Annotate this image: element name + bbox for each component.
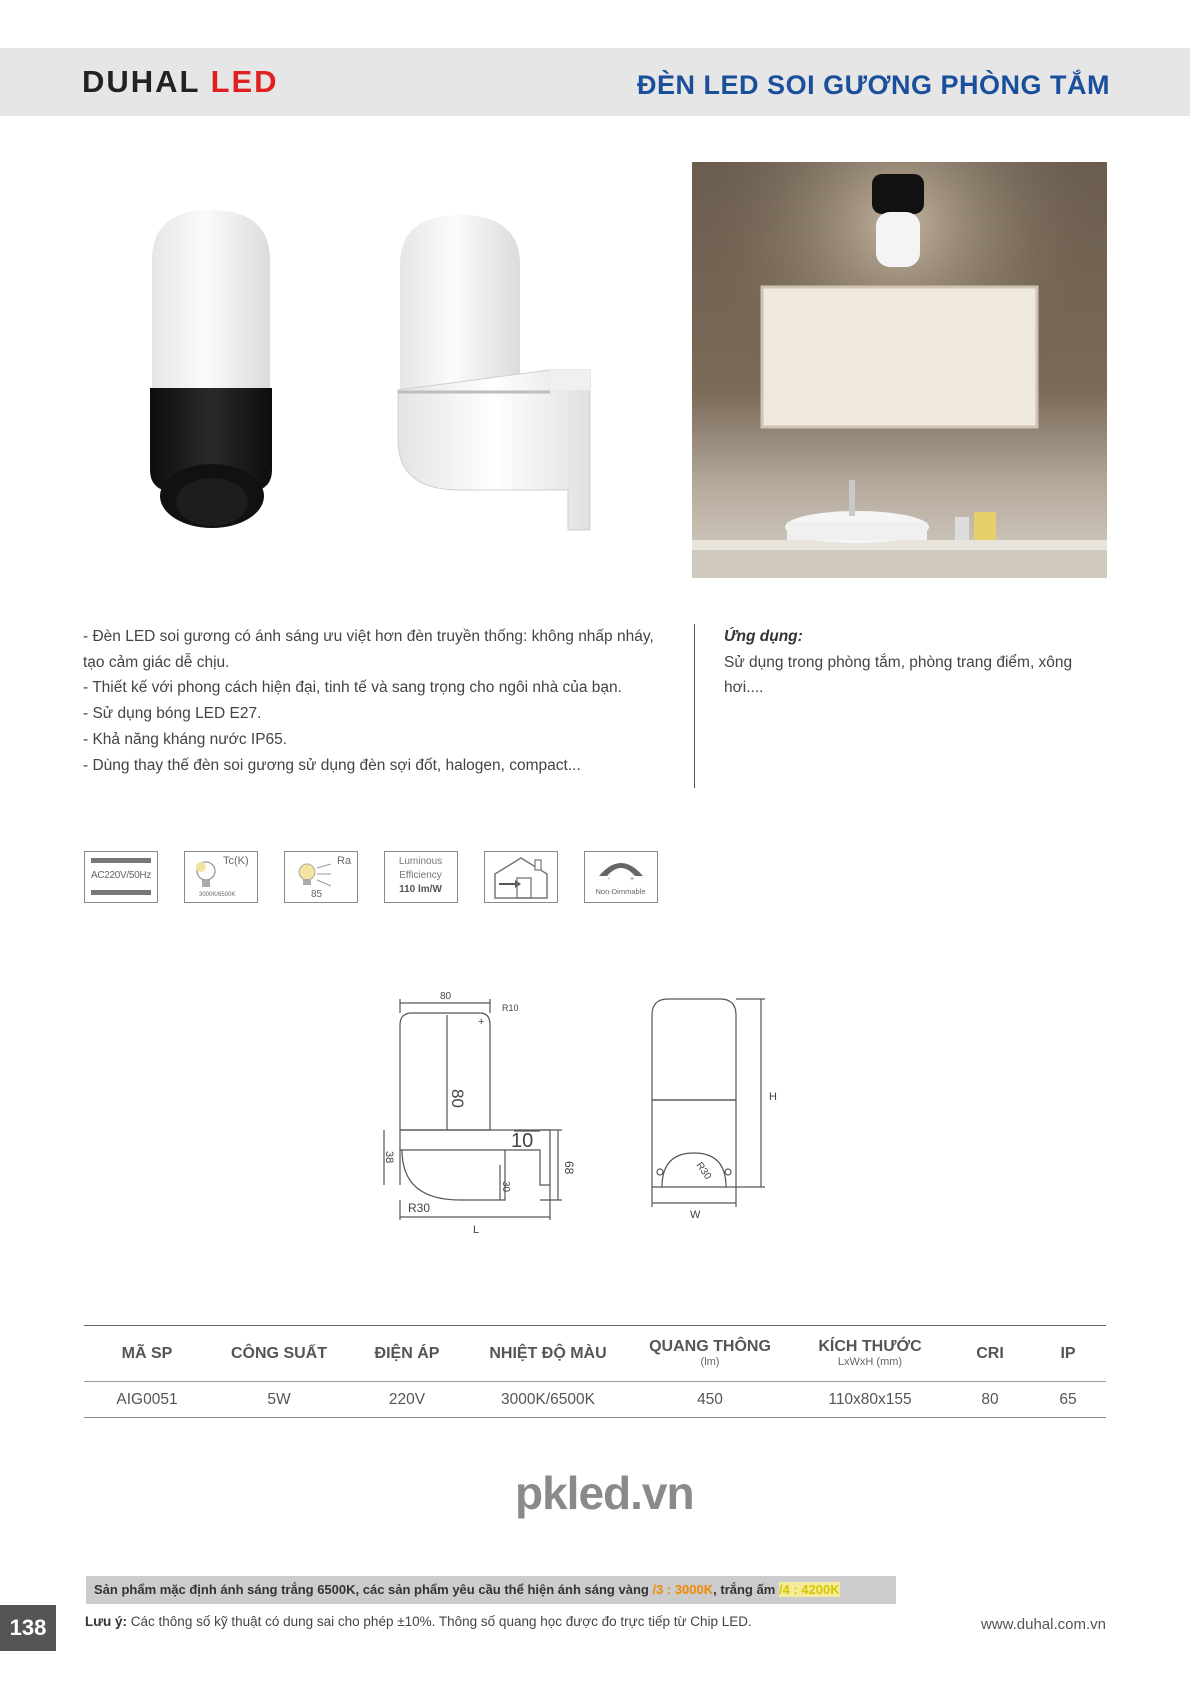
dim-radius-bottom: R30 [408, 1201, 431, 1215]
black-lamp-image [150, 210, 272, 528]
cri-icon [284, 851, 358, 903]
color-note-bar: Sản phẩm mặc định ánh sáng trắng 6500K, các sản phẩm yêu cầu thể hiện ánh sáng vàng /3 : 3000K, trắng ấm /4 : 4200K [86, 1576, 896, 1604]
dim-body-height: 80 [448, 1089, 467, 1108]
description-line: - Khả năng kháng nước IP65. [83, 730, 288, 748]
description-line: - Đèn LED soi gương có ánh sáng ưu việt hơn đèn truyền thống: không nhấp nháy, [83, 628, 654, 645]
description-line: tạo cảm giác dễ chịu. [83, 653, 230, 671]
neutral-code: /4 : 4200K [778, 1582, 840, 1597]
cri-label: Ra [337, 855, 352, 867]
dim-wall-offset: 10 [511, 1130, 534, 1152]
footnote-label: Lưu ý: [85, 1614, 128, 1629]
dim-bottom-depth: 30 [500, 1181, 511, 1193]
cell-size: 110x80x155 [790, 1382, 950, 1418]
svg-text:+: + [478, 1016, 485, 1028]
brand-accent: LED [210, 64, 279, 99]
efficiency-line1: Luminous [398, 856, 443, 867]
cell-voltage: 220V [348, 1382, 466, 1418]
description-line: - Sử dụng bóng LED E27. [83, 705, 262, 723]
luminous-efficiency-icon [384, 851, 458, 903]
col-header: QUANG THÔNG (lm) [630, 1326, 790, 1382]
footnote-text: Các thông số kỹ thuật có dung sai cho phép ±10%. Thông số quang học được đo trực tiếp từ Chip LED. [127, 1614, 752, 1629]
technical-drawing [380, 985, 810, 1270]
dim-base-height: 38 [383, 1151, 395, 1164]
indoor-icon [484, 851, 558, 903]
spec-table [84, 1325, 1106, 1418]
col-header: NHIỆT ĐỘ MÀU [466, 1326, 630, 1382]
product-description [83, 624, 683, 778]
brand-logo [82, 64, 279, 100]
voltage-icon [84, 851, 158, 903]
cct-values: 3000K/6500K [199, 892, 236, 898]
dim-total-depth: 68 [562, 1161, 576, 1175]
application-line: Sử dụng trong phòng tắm, phòng trang điểm, xông [724, 653, 1073, 671]
cell-ip: 65 [1030, 1382, 1106, 1418]
dim-top-width: 80 [440, 991, 452, 1002]
cri-value: 85 [311, 889, 323, 900]
col-header: MÃ SP [84, 1326, 210, 1382]
cell-lumen: 450 [630, 1382, 790, 1418]
table-row [84, 1382, 1106, 1418]
brand-main: DUHAL [82, 64, 200, 99]
color-temperature-icon [184, 851, 258, 903]
col-header: IP [1030, 1326, 1106, 1382]
voltage-label: AC220V/50Hz [90, 870, 152, 881]
cell-code: AIG0051 [84, 1382, 210, 1418]
product-photo [130, 190, 670, 550]
application-line: hơi.... [724, 679, 764, 697]
col-header: CÔNG SUẤT [210, 1326, 348, 1382]
dimming-label: Non-Dimmable [595, 887, 646, 896]
watermark: pkled.vn [515, 1467, 694, 1519]
efficiency-value: 110 lm/W [399, 884, 442, 895]
cell-power: 5W [210, 1382, 348, 1418]
white-lamp-image [398, 215, 590, 530]
footnote [85, 1614, 752, 1629]
cell-cct: 3000K/6500K [466, 1382, 630, 1418]
application-title: Ứng dụng: [724, 628, 803, 645]
svg-text:+: + [630, 876, 635, 883]
page-title: ĐÈN LED SOI GƯƠNG PHÒNG TẮM [637, 70, 1110, 100]
warm-code: /3 : 3000K [652, 1582, 714, 1597]
svg-text:-: - [608, 876, 611, 883]
dim-label-h: H [769, 1091, 777, 1103]
col-header: ĐIỆN ÁP [348, 1326, 466, 1382]
description-line: - Dùng thay thế đèn soi gương sử dụng đèn sợi đốt, halogen, compact... [83, 756, 581, 774]
table-header-row [84, 1326, 1106, 1382]
non-dimmable-icon [584, 851, 658, 903]
efficiency-line2: Efficiency [399, 870, 442, 881]
cell-cri: 80 [950, 1382, 1030, 1418]
website-link[interactable]: www.duhal.com.vn [980, 1616, 1106, 1633]
column-divider [694, 624, 695, 788]
description-line: - Thiết kế với phong cách hiện đại, tinh tế và sang trọng cho ngôi nhà của bạn. [83, 679, 622, 697]
cct-label: Tc(K) [223, 855, 249, 867]
page-number: 138 [0, 1605, 56, 1651]
dim-label-l: L [473, 1224, 480, 1236]
col-header: KÍCH THƯỚC LxWxH (mm) [790, 1326, 950, 1382]
bathroom-photo [692, 162, 1107, 578]
col-header: CRI [950, 1326, 1030, 1382]
application-section [724, 624, 1104, 701]
dim-radius-front: R30 [693, 1160, 714, 1182]
dim-label-w: W [690, 1209, 701, 1221]
dim-radius-top: R10 [502, 1003, 519, 1013]
